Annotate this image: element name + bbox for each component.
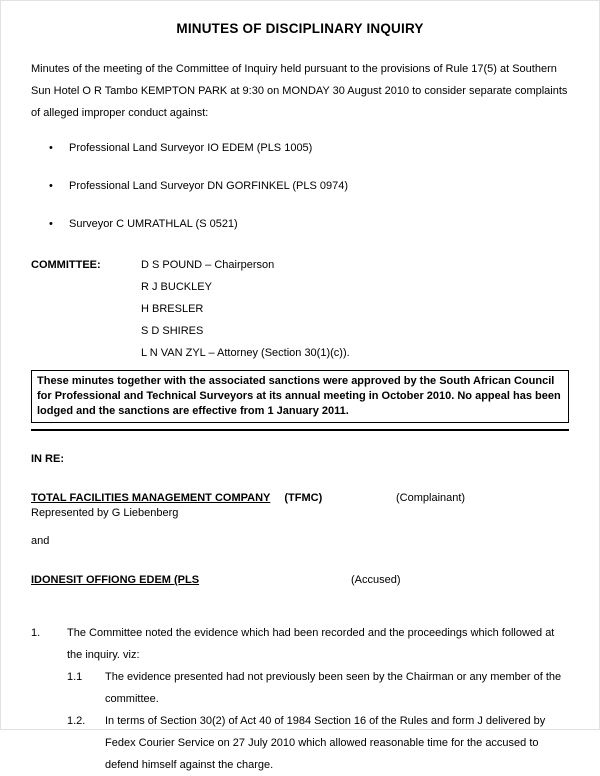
numbered-findings [31,622,569,776]
intro-paragraph: Minutes of the meeting of the Committee of Inquiry held pursuant to the provisions of Rule 17(5) at Southern Sun Hotel O R Tambo KEMPTON PARK at 9:30 on MONDAY 30 August 2010 to consider separate complaints of alleged improper conduct against: [31,63,568,119]
in-re-label: IN RE: [31,453,64,465]
complainant-representative: Represented by G Liebenberg [31,507,179,519]
committee-section [31,254,569,364]
finding-item [31,622,569,666]
approval-notice-box: These minutes together with the associated sanctions were approved by the South African Council for Professional and Technical Surveyors at its annual meeting in October 2010. No appeal has been lodged and the sanctions are effective from 1 January 2011. [31,370,569,423]
committee-member: D S POUND – Chairperson [141,259,275,271]
accused-role: (Accused) [351,574,401,586]
committee-member: L N VAN ZYL – Attorney (Section 30(1)(c)). [141,347,350,359]
document-title: MINUTES OF DISCIPLINARY INQUIRY [176,21,424,36]
complainant-role: (Complainant) [396,492,466,504]
subitem-number: 1.2. [67,715,86,727]
committee-member: H BRESLER [141,303,204,315]
committee-member: R J BUCKLEY [141,281,212,293]
committee-members [141,254,350,364]
committee-member: S D SHIRES [141,325,204,337]
accused-name: IDONESIT OFFIONG EDEM (PLS [31,574,200,586]
subitem-text: In terms of Section 30(2) of Act 40 of 1984 Section 16 of the Rules and form J delivered by Fedex Courier Service on 27 July 2010 which allowed reasonable time for the accused to defend himself against the charge. [105,715,546,771]
committee-label: COMMITTEE: [31,259,101,271]
subitem-text: The evidence presented had not previously been seen by the Chairman or any member of the committee. [105,671,562,705]
respondent-item: • Professional Land Surveyor DN GORFINKEL (PLS 0974) [31,178,569,194]
complainant-abbr: (TFMC) [284,492,323,504]
complainant-name: TOTAL FACILITIES MANAGEMENT COMPANY [31,492,271,504]
accused-row [31,573,569,588]
respondents-list [31,140,569,232]
finding-text: The Committee noted the evidence which had been recorded and the proceedings which followed at the inquiry. viz: [67,627,555,661]
subitem-number: 1.1 [67,671,83,683]
complainant-row [31,491,569,506]
respondent-item: • Surveyor C UMRATHLAL (S 0521) [31,216,569,232]
respondent-item: • Professional Land Surveyor IO EDEM (PLS 1005) [31,140,569,156]
finding-subitem [67,666,569,710]
section-divider [31,429,569,431]
and-label: and [31,535,50,547]
finding-number: 1. [31,627,41,639]
finding-subitem [67,710,569,776]
